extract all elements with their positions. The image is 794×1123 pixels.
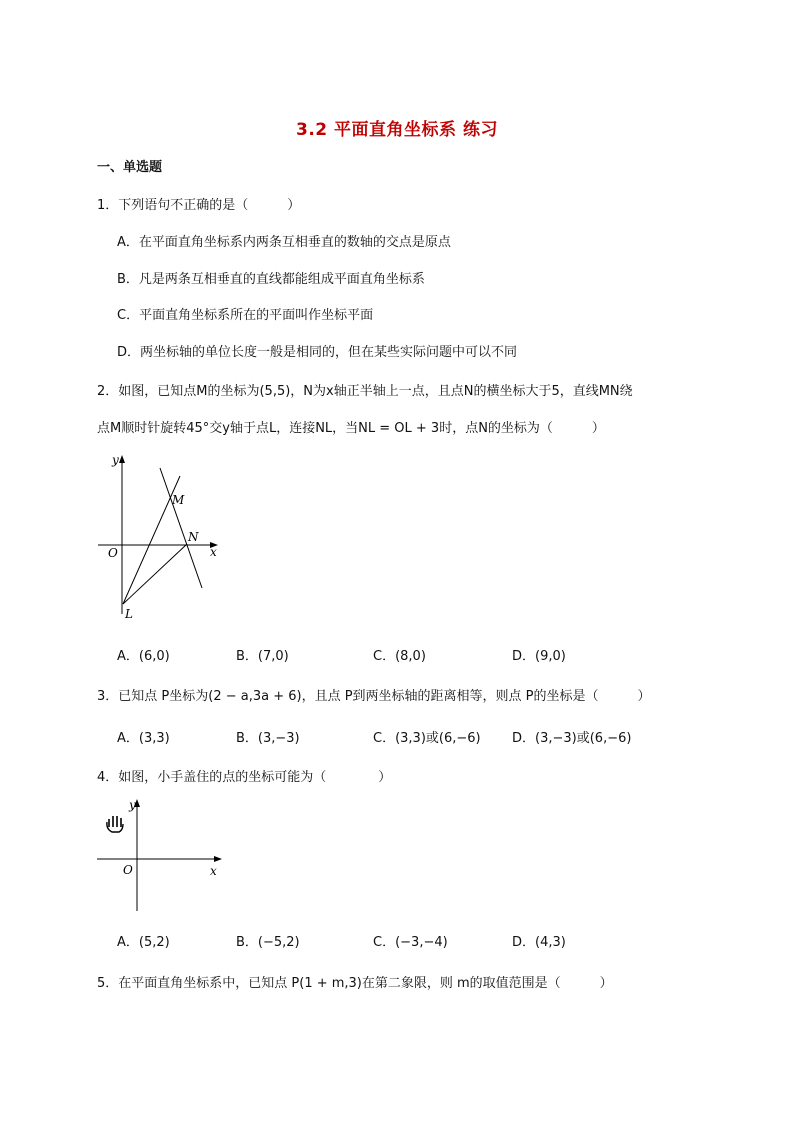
q5-stem: 5．在平面直角坐标系中，已知点 P(1 + m,3)在第二象限，则 m的取值范围是（ ） [97, 976, 613, 991]
q1-option-d: D．两坐标轴的单位长度一般是相同的，但在某些实际问题中可以不同 [117, 345, 518, 360]
q4-x-arrow [214, 856, 222, 862]
q3-option-c: C．(3,3)或(6,−6) [373, 731, 481, 746]
q2-label-o: O [108, 546, 118, 560]
q4-label-y: y [129, 798, 136, 812]
q3-option-d: D．(3,−3)或(6,−6) [512, 731, 632, 746]
q3-option-a: A．(3,3) [117, 731, 170, 746]
q2-label-x: x [210, 545, 217, 559]
q2-stem-line2: 点M顺时针旋转45°交y轴于点L，连接NL，当NL = OL + 3时，点N的坐标为（ ） [97, 421, 605, 436]
q2-option-b: B．(7,0) [236, 649, 289, 664]
q2-stem-line1: 2．如图，已知点M的坐标为(5,5)，N为x轴正半轴上一点，且点N的横坐标大于5，直线MN绕 [97, 384, 633, 399]
hand-icon [107, 816, 123, 832]
q2-line-mn [160, 468, 202, 588]
q2-option-a: A．(6,0) [117, 649, 170, 664]
q1-option-c: C．平面直角坐标系所在的平面叫作坐标平面 [117, 308, 374, 323]
q4-label-o: O [123, 863, 133, 877]
q4-option-c: C．(−3,−4) [373, 935, 448, 950]
q2-label-m: M [172, 493, 185, 507]
q2-y-arrow [119, 455, 125, 463]
q4-option-b: B．(−5,2) [236, 935, 300, 950]
q1-option-a: A．在平面直角坐标系内两条互相垂直的数轴的交点是原点 [117, 235, 451, 250]
q2-label-l: L [125, 607, 133, 621]
q2-option-d: D．(9,0) [512, 649, 566, 664]
q1-option-b: B．凡是两条互相垂直的直线都能组成平面直角坐标系 [117, 272, 425, 287]
q2-label-y: y [112, 453, 119, 467]
q4-option-a: A．(5,2) [117, 935, 170, 950]
q4-option-d: D．(4,3) [512, 935, 566, 950]
q2-segment-nl [123, 544, 187, 604]
section-heading: 一、单选题 [97, 160, 163, 175]
q4-label-x: x [210, 864, 217, 878]
q3-stem: 3．已知点 P坐标为(2 − a,3a + 6)，且点 P到两坐标轴的距离相等，则点 P的坐标是（ ） [97, 689, 651, 704]
q2-figure [92, 452, 222, 622]
q4-stem: 4．如图，小手盖住的点的坐标可能为（ ） [97, 770, 392, 785]
q3-option-b: B．(3,−3) [236, 731, 300, 746]
q1-stem: 1．下列语句不正确的是（ ） [97, 198, 301, 213]
page-title: 3.2 平面直角坐标系 练习 [296, 120, 498, 140]
q4-figure [94, 795, 224, 915]
q2-label-n: N [188, 530, 199, 544]
q2-option-c: C．(8,0) [373, 649, 426, 664]
